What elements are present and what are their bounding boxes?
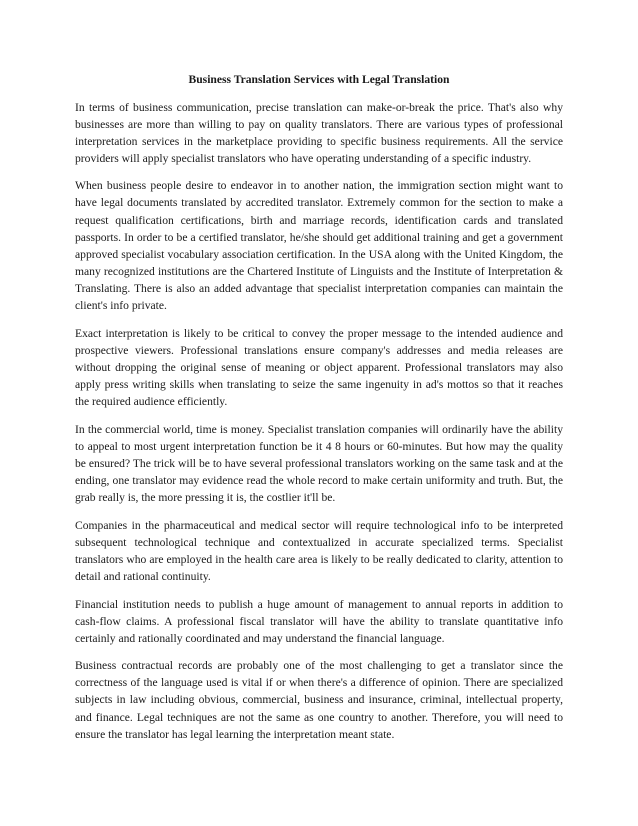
paragraph-1: In terms of business communication, precise translation can make-or-break the price. That's also why businesses are more than willing to pay on quality translators. There are various types of professional interpretation services in the marketplace providing to specific business requirements. All the service providers will apply specialist translators who have operating understanding of a specific industry. (75, 100, 563, 165)
paragraph-3: Exact interpretation is likely to be critical to convey the proper message to the intended audience and prospective viewers. Professional translations ensure company's addresses and media releases are without dropping the original sense of meaning or object apparent. Professional translators may also apply press writing skills when translating to seize the same ingenuity in ad's mottos so that it reaches the required audience efficiently. (75, 326, 563, 409)
document-page (75, 71, 563, 753)
paragraph-6: Financial institution needs to publish a huge amount of management to annual reports in addition to cash-flow claims. A professional fiscal translator will have the ability to translate quantitative info certainly and rationally coordinated and may understand the financial language. (75, 597, 563, 645)
paragraph-5: Companies in the pharmaceutical and medical sector will require technological info to be interpreted subsequent technological technique and contextualized in accurate specialized terms. Specialist translators who are employed in the health care area is likely to be really dedicated to clarity, attention to detail and rational continuity. (75, 518, 563, 584)
paragraph-2: When business people desire to endeavor in to another nation, the immigration section might want to have legal documents translated by accredited translator. Extremely common for the section to make a request qualification certifications, birth and marriage records, identification cards and translated passports. In order to be a certified translator, he/she should get additional training and get a government approved specialist vocabulary association certification. In the USA along with the United Kingdom, the many recognized institutions are the Chartered Institute of Linguists and the Institute of Interpretation & Translating. There is also an added advantage that specialist interpretation companies can maintain the client's info private. (75, 179, 563, 313)
paragraph-7: Business contractual records are probably one of the most challenging to get a translator since the correctness of the language used is vital if or when there's a difference of opinion. There are specialized subjects in law including obvious, commercial, business and insurance, criminal, intellectual property, and finance. Legal techniques are not the same as one country to another. Therefore, you will need to ensure the translator has legal learning the interpretation meant state. (75, 659, 563, 741)
document-title: Business Translation Services with Legal Translation (188, 73, 450, 86)
paragraph-4: In the commercial world, time is money. Specialist translation companies will ordinarily have the ability to appeal to most urgent interpretation function be it 4 8 hours or 60-minutes. But how may the quality be ensured? The trick will be to have several professional translators working on the same task and at the ending, one translator may evidence read the whole record to make certain uniformity and truth. But, the grab really is, the more pressing it is, the costlier it'll be. (75, 422, 563, 505)
